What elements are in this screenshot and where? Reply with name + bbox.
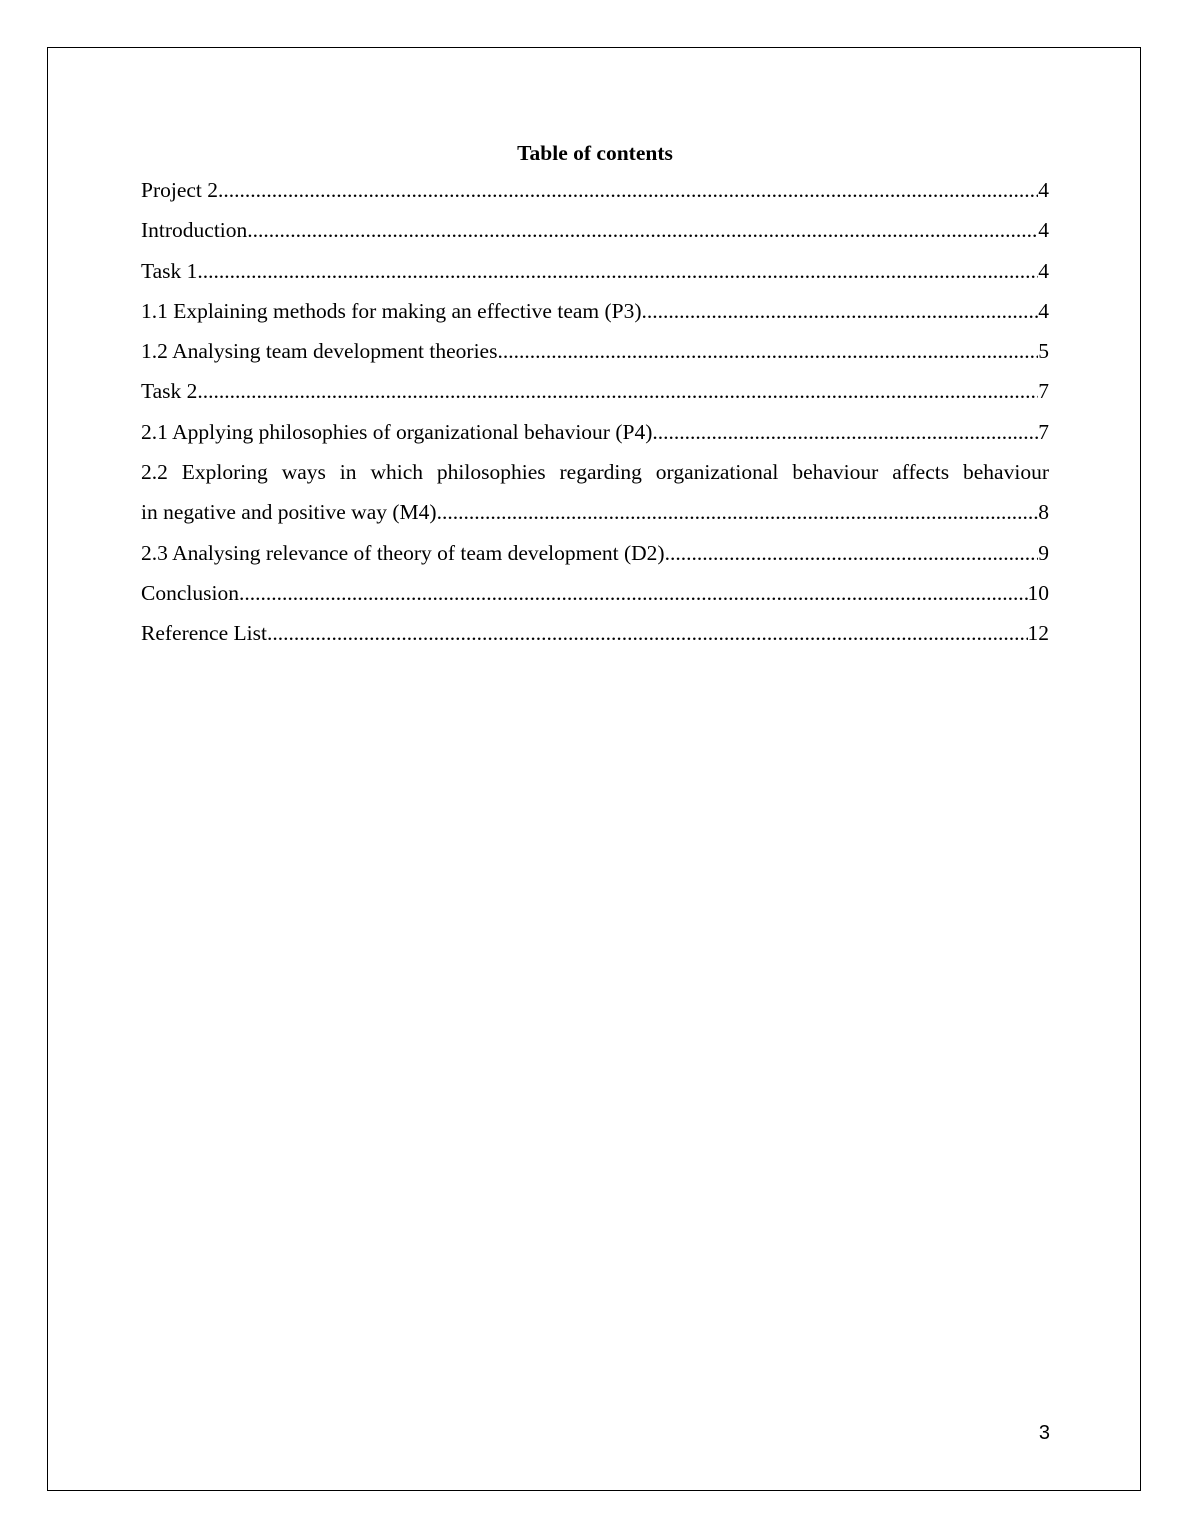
toc-entry-text: Task 1 bbox=[141, 258, 198, 283]
toc-entry-text: 2.3 Analysing relevance of theory of team development (D2) bbox=[141, 540, 665, 565]
toc-entry-1-1[interactable] bbox=[141, 291, 1049, 331]
toc-leader-dots bbox=[197, 251, 1038, 291]
toc-entry-page: 8 bbox=[1038, 500, 1049, 525]
toc-entry-2-1[interactable] bbox=[141, 412, 1049, 452]
toc-entry-page: 4 bbox=[1038, 298, 1049, 323]
toc-entry-2-3[interactable] bbox=[141, 533, 1049, 573]
toc-entry-text: Conclusion bbox=[141, 580, 239, 605]
toc-entry-page: 4 bbox=[1038, 178, 1049, 202]
toc-leader-dots bbox=[665, 533, 1039, 573]
toc-entry-task-1[interactable] bbox=[141, 251, 1049, 291]
toc-entry-introduction[interactable] bbox=[141, 210, 1049, 250]
toc-entry-conclusion[interactable] bbox=[141, 573, 1049, 613]
toc-entry-page: 7 bbox=[1038, 379, 1049, 404]
toc-entry-page: 7 bbox=[1038, 419, 1049, 444]
toc-entry-2-2[interactable] bbox=[141, 452, 1049, 533]
toc-entry-text: 1.2 Analysing team development theories bbox=[141, 339, 498, 364]
toc-leader-dots bbox=[197, 371, 1038, 411]
toc-entry-page: 4 bbox=[1038, 258, 1049, 283]
toc-leader-dots bbox=[642, 291, 1039, 331]
page-number: 3 bbox=[1038, 1422, 1050, 1444]
toc-entry-text: Task 2 bbox=[141, 379, 198, 404]
toc-leader-dots bbox=[239, 573, 1028, 613]
table-of-contents bbox=[141, 137, 1049, 654]
toc-entry-text: Reference List bbox=[141, 621, 267, 646]
toc-leader-dots bbox=[437, 492, 1039, 532]
toc-entry-line-2 bbox=[141, 492, 1049, 532]
toc-entry-page: 4 bbox=[1038, 218, 1049, 243]
toc-leader-dots bbox=[267, 613, 1028, 653]
toc-leader-dots bbox=[652, 412, 1038, 452]
toc-entry-text-line-1: 2.2 Exploring ways in which philosophies regarding organizational behaviour affects behaviour bbox=[141, 460, 1049, 485]
toc-entry-text: Introduction bbox=[141, 218, 248, 243]
toc-title: Table of contents bbox=[517, 141, 673, 165]
toc-entry-project-2[interactable] bbox=[141, 170, 1049, 210]
toc-leader-dots bbox=[497, 331, 1038, 371]
toc-entry-page: 12 bbox=[1027, 621, 1049, 646]
toc-entry-reference-list[interactable] bbox=[141, 613, 1049, 653]
toc-entry-text-line-2: in negative and positive way (M4) bbox=[141, 500, 437, 525]
toc-entry-text: 1.1 Explaining methods for making an effective team (P3) bbox=[141, 298, 642, 323]
toc-entry-1-2[interactable] bbox=[141, 331, 1049, 371]
toc-entry-page: 5 bbox=[1038, 339, 1049, 364]
toc-leader-dots bbox=[218, 170, 1038, 210]
toc-entry-page: 9 bbox=[1038, 540, 1049, 565]
toc-leader-dots bbox=[247, 210, 1038, 250]
toc-entry-page: 10 bbox=[1027, 580, 1049, 605]
toc-entry-task-2[interactable] bbox=[141, 371, 1049, 411]
toc-entry-text: 2.1 Applying philosophies of organizational behaviour (P4) bbox=[141, 419, 653, 444]
toc-entry-text: Project 2 bbox=[141, 178, 219, 202]
